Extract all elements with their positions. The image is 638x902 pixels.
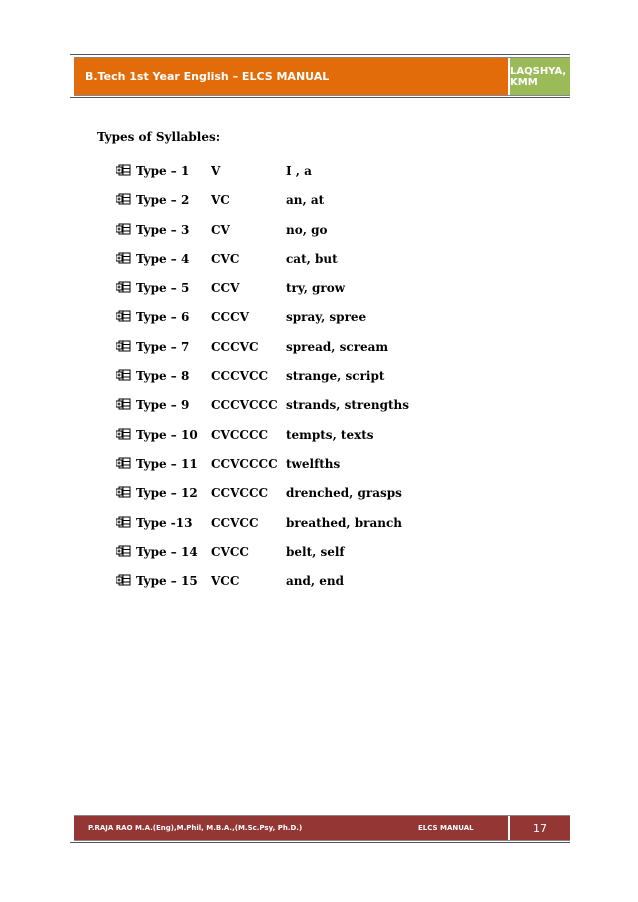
syllable-row: [116, 428, 446, 457]
list-bullet-icon: [116, 486, 133, 498]
footer-manual: ELCS MANUAL: [418, 824, 474, 832]
syllable-list: [116, 164, 446, 603]
page-footer: [74, 815, 570, 841]
syllable-type: Type – 14: [136, 544, 198, 559]
syllable-type: Type -13: [136, 515, 193, 530]
syllable-row: [116, 164, 446, 193]
section-title: Types of Syllables:: [97, 130, 221, 144]
syllable-type: Type – 7: [136, 339, 190, 354]
syllable-examples: belt, self: [286, 544, 345, 559]
syllable-examples: strange, script: [286, 369, 385, 384]
syllable-examples: I , a: [286, 164, 312, 178]
list-bullet-icon: [116, 428, 133, 440]
list-bullet-icon: [116, 545, 133, 557]
syllable-pattern: VC: [211, 193, 230, 208]
list-bullet-icon: [116, 457, 133, 469]
syllable-type: Type – 1: [136, 164, 190, 178]
syllable-pattern: CCVCCCC: [211, 456, 278, 471]
syllable-row: [116, 252, 446, 281]
syllable-examples: strands, strengths: [286, 398, 410, 413]
syllable-type: Type – 4: [136, 251, 190, 266]
syllable-pattern: CCCVCC: [211, 369, 269, 384]
header-rule-bottom: [70, 97, 570, 98]
syllable-pattern: CVC: [211, 251, 240, 266]
list-bullet-icon: [116, 340, 133, 352]
syllable-examples: twelfths: [286, 456, 341, 471]
syllable-pattern: CCVCC: [211, 515, 259, 530]
header-title: B.Tech 1st Year English – ELCS MANUAL: [74, 58, 508, 95]
syllable-row: [116, 574, 446, 603]
syllable-pattern: CCV: [211, 281, 240, 296]
syllable-examples: an, at: [286, 193, 325, 208]
syllable-type: Type – 12: [136, 486, 198, 501]
syllable-type: Type – 2: [136, 193, 190, 208]
list-bullet-icon: [116, 516, 133, 528]
syllable-row: [116, 369, 446, 398]
syllable-pattern: CCCVC: [211, 339, 259, 354]
footer-rule-bottom: [70, 842, 570, 843]
syllable-pattern: CCVCCC: [211, 486, 269, 501]
syllable-examples: no, go: [286, 222, 328, 237]
syllable-examples: spread, scream: [286, 339, 389, 354]
syllable-type: Type – 8: [136, 369, 190, 384]
list-bullet-icon: [116, 369, 133, 381]
syllable-row: [116, 223, 446, 252]
syllable-pattern: V: [211, 164, 221, 178]
syllable-row: [116, 193, 446, 222]
syllable-type: Type – 15: [136, 574, 198, 589]
list-bullet-icon: [116, 252, 133, 264]
page-number: 17: [510, 816, 570, 840]
syllable-row: [116, 516, 446, 545]
footer-author: P.RAJA RAO M.A.(Eng),M.Phil, M.B.A.,(M.Sc.Psy, Ph.D.): [88, 824, 303, 832]
header-right-text: LAQSHYA, KMM: [510, 58, 570, 95]
syllable-row: [116, 545, 446, 574]
syllable-examples: tempts, texts: [286, 427, 374, 442]
syllable-pattern: CVCCCC: [211, 427, 269, 442]
syllable-row: [116, 281, 446, 310]
syllable-examples: spray, spree: [286, 310, 367, 325]
header-rule-top: [70, 54, 570, 55]
syllable-pattern: CCCVCCC: [211, 398, 278, 413]
syllable-pattern: VCC: [211, 574, 240, 589]
list-bullet-icon: [116, 574, 133, 586]
syllable-row: [116, 486, 446, 515]
syllable-row: [116, 398, 446, 427]
syllable-pattern: CV: [211, 222, 230, 237]
syllable-row: [116, 340, 446, 369]
syllable-type: Type – 11: [136, 456, 198, 471]
syllable-examples: breathed, branch: [286, 515, 403, 530]
syllable-type: Type – 6: [136, 310, 190, 325]
syllable-pattern: CCCV: [211, 310, 249, 325]
syllable-pattern: CVCC: [211, 544, 249, 559]
list-bullet-icon: [116, 164, 133, 176]
syllable-row: [116, 310, 446, 339]
syllable-type: Type – 3: [136, 222, 190, 237]
syllable-examples: cat, but: [286, 251, 338, 266]
list-bullet-icon: [116, 310, 133, 322]
syllable-row: [116, 457, 446, 486]
syllable-examples: and, end: [286, 574, 344, 589]
list-bullet-icon: [116, 223, 133, 235]
syllable-type: Type – 5: [136, 281, 190, 296]
syllable-examples: drenched, grasps: [286, 486, 402, 501]
page-header: [74, 57, 570, 96]
syllable-type: Type – 9: [136, 398, 190, 413]
list-bullet-icon: [116, 398, 133, 410]
list-bullet-icon: [116, 193, 133, 205]
list-bullet-icon: [116, 281, 133, 293]
footer-left: [74, 816, 508, 840]
syllable-examples: try, grow: [286, 281, 346, 296]
syllable-type: Type – 10: [136, 427, 198, 442]
